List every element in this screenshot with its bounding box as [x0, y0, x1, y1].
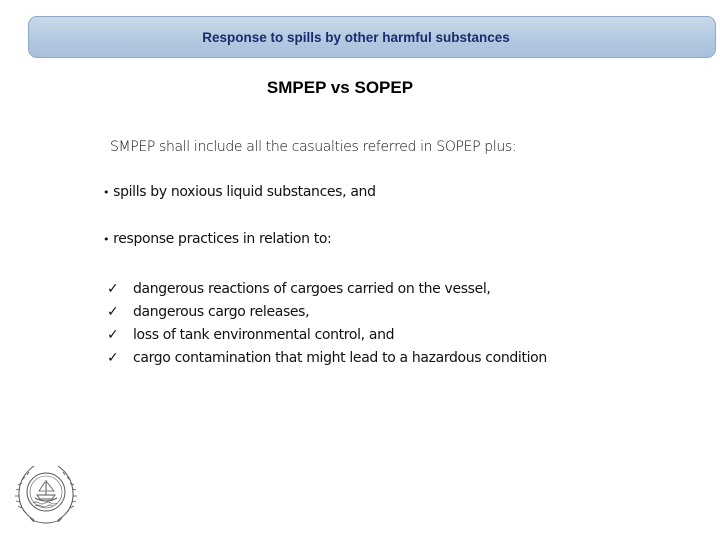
checkmark-icon: ✓ [107, 280, 119, 297]
checkmark-icon: ✓ [107, 349, 119, 366]
checklist-text: dangerous cargo releases, [133, 303, 310, 320]
checklist-text: loss of tank environmental control, and [133, 326, 395, 343]
bullet-text: response practices in relation to: [113, 231, 332, 247]
checkmark-icon: ✓ [107, 326, 119, 343]
slide-title: SMPEP vs SOPEP [266, 78, 414, 97]
slide-header-bar [28, 16, 716, 58]
checklist [107, 277, 547, 369]
checkmark-icon: ✓ [107, 303, 119, 320]
checklist-text: cargo contamination that might lead to a hazardous condition [133, 349, 547, 366]
intro-text: SMPEP shall include all the casualties referred in SOPEP plus: [110, 139, 517, 155]
bullet-icon: • [103, 186, 110, 199]
checklist-item [107, 346, 547, 369]
bullet-item [103, 231, 331, 247]
checklist-item [107, 300, 547, 323]
checklist-item [107, 277, 547, 300]
bullet-icon: • [103, 233, 110, 246]
checklist-text: dangerous reactions of cargoes carried on the vessel, [133, 280, 491, 297]
checklist-item [107, 323, 547, 346]
imo-emblem-icon [10, 458, 82, 526]
header-title: Response to spills by other harmful substances [202, 29, 510, 45]
bullet-item [103, 184, 376, 200]
bullet-text: spills by noxious liquid substances, and [113, 184, 376, 200]
